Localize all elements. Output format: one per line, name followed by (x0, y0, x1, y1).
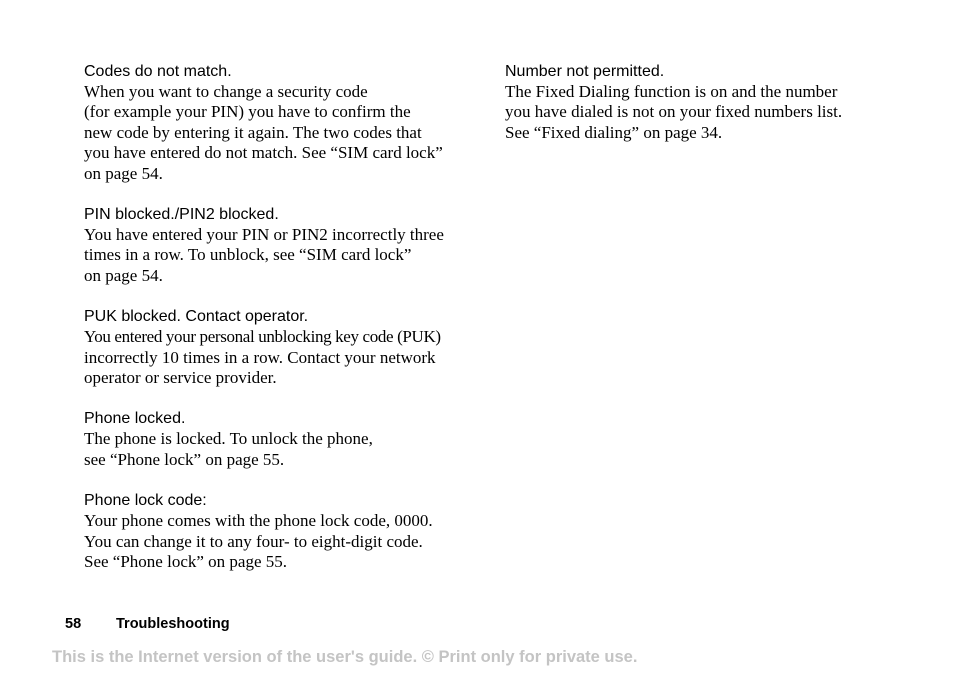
entry-heading: Phone locked. (84, 410, 186, 428)
entry-text-line: (for example your PIN) you have to confirm the (84, 102, 411, 122)
left-column (84, 60, 474, 573)
entry-text-line: on page 54. (84, 163, 163, 183)
entry-heading: PUK blocked. Contact operator. (84, 308, 309, 326)
internet-version-notice: This is the Internet version of the user's guide. © Print only for private use. (52, 648, 638, 666)
entry-text-line: The phone is locked. To unlock the phone, (84, 429, 373, 449)
right-column (505, 60, 905, 143)
entry-text-line: incorrectly 10 times in a row. Contact your network (84, 347, 436, 367)
entry-puk-blocked (84, 305, 474, 388)
entry-heading: PIN blocked./PIN2 blocked. (84, 206, 279, 224)
entry-text-line: operator or service provider. (84, 368, 277, 388)
entry-pin-blocked (84, 203, 474, 286)
entry-text-line: on page 54. (84, 265, 163, 285)
section-title: Troubleshooting (116, 616, 230, 632)
entry-text-line: You can change it to any four- to eight-digit code. (84, 531, 423, 551)
page-number: 58 (65, 616, 82, 632)
entry-heading: Codes do not match. (84, 63, 232, 80)
entry-text-line: see “Phone lock” on page 55. (84, 449, 285, 469)
entry-codes-do-not-match (84, 60, 474, 184)
entry-text-line: you have entered do not match. See “SIM card lock” (84, 143, 443, 163)
entry-text-line: You have entered your PIN or PIN2 incorrectly three (84, 225, 444, 245)
entry-text-line: See “Phone lock” on page 55. (84, 552, 287, 572)
entry-text-line: you have dialed is not on your fixed numbers list. (505, 102, 843, 122)
entry-text-line: See “Fixed dialing” on page 34. (505, 122, 723, 142)
entry-text-line: When you want to change a security code (84, 82, 368, 101)
entry-text-line: The Fixed Dialing function is on and the number (505, 82, 838, 101)
entry-phone-locked (84, 407, 474, 470)
entry-heading: Number not permitted. (505, 63, 665, 80)
entry-text-line: You entered your personal unblocking key code (PUK) (84, 327, 441, 347)
entry-text-line: times in a row. To unblock, see “SIM card lock” (84, 245, 412, 265)
entry-text-line: Your phone comes with the phone lock code, 0000. (84, 511, 433, 531)
entry-number-not-permitted (505, 60, 905, 143)
entry-phone-lock-code (84, 489, 474, 572)
entry-text-line: new code by entering it again. The two codes that (84, 122, 422, 142)
entry-heading: Phone lock code: (84, 492, 207, 510)
